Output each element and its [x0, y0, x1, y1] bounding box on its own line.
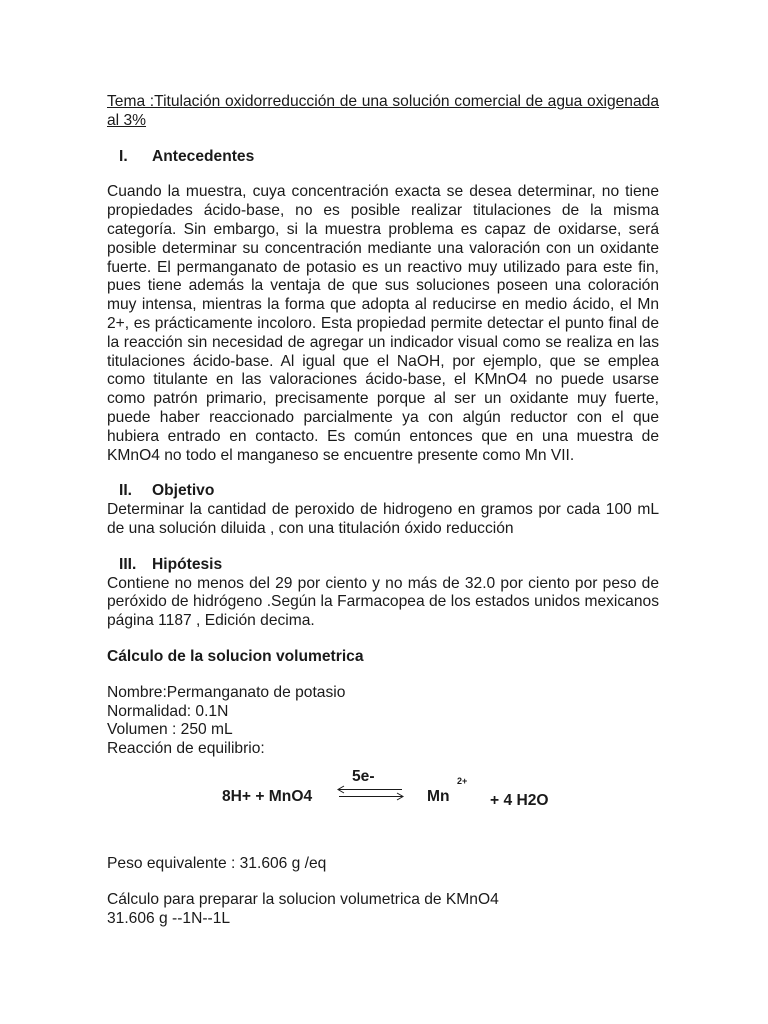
section-number: II.	[119, 482, 132, 500]
product-charge: 2+	[457, 775, 468, 786]
electrons-label: 5e-	[352, 767, 375, 785]
reactants: 8H+ + MnO4	[222, 787, 313, 805]
section-heading-objetivo	[107, 482, 659, 501]
peso-equivalente: Peso equivalente : 31.606 g /eq	[107, 854, 327, 872]
section-title: Hipótesis	[152, 555, 223, 573]
section-number: I.	[119, 147, 128, 165]
equilibrium-arrow-icon	[336, 785, 406, 801]
water-product: + 4 H2O	[490, 791, 549, 809]
objetivo-paragraph: Determinar la cantidad de peroxido de hidrogeno en gramos por cada 100 mL de una solución diluida , con una titulación óxido reducción	[107, 501, 659, 537]
calc-details	[107, 684, 659, 759]
section-title: Antecedentes	[152, 147, 255, 165]
hipotesis-paragraph: Contiene no menos del 29 por ciento y no más de 32.0 por ciento por peso de peróxido de hidrógeno .Según la Farmacopea de los estados unidos mexicanos página 1187 , Edición decima.	[107, 574, 659, 630]
preparar-block	[107, 891, 659, 929]
preparar-line: Cálculo para preparar la solucion volumetrica de KMnO4	[107, 890, 499, 908]
volumen-line: Volumen : 250 mL	[107, 721, 233, 739]
section-heading-antecedentes	[107, 148, 659, 167]
reaction-equation	[107, 768, 659, 828]
calc-heading: Cálculo de la solucion volumetrica	[107, 647, 364, 665]
antecedentes-paragraph: Cuando la muestra, cuya concentración exacta se desea determinar, no tiene propiedades ácido-base, no es posible realizar titulaciones de la misma categoría. Sin embargo, si la muestra problema es capaz de oxidarse, será posible determinar su concentración mediante una valoración con un oxidante fuerte. El permanganato de potasio es un reactivo muy utilizado para este fin, pues tiene además la ventaja de que sus soluciones poseen una coloración muy intensa, mientras la forma que adopta al reducirse en medio ácido, el Mn 2+, es prácticamente incoloro. Esta propiedad permite detectar el punto final de la reacción sin necesidad de agregar un indicador visual como se realiza en las titulaciones ácido-base. Al igual que el NaOH, por ejemplo, que se emplea como titulante en las valoraciones ácido-base, el KMnO4 no puede usarse como patrón primario, precisamente porque al ser un oxidante muy fuerte, puede haber reaccionado parcialmente ya con algún reductor con el que hubiera entrado en contacto. Es común entonces que en una muestra de KMnO4 no todo el manganeso se encuentre presente como Mn VII.	[107, 183, 659, 464]
document-page	[107, 93, 659, 928]
normalidad-line: Normalidad: 0.1N	[107, 702, 229, 720]
document-title: Tema :Titulación oxidorreducción de una solución comercial de agua oxigenada al 3%	[107, 93, 659, 129]
section-title: Objetivo	[152, 482, 215, 500]
reaccion-label: Reacción de equilibrio:	[107, 740, 265, 758]
nombre-line: Nombre:Permanganato de potasio	[107, 683, 346, 701]
section-number: III.	[119, 555, 137, 573]
section-heading-hipotesis	[107, 556, 659, 575]
product-mn: Mn	[427, 787, 450, 805]
relacion-line: 31.606 g --1N--1L	[107, 909, 231, 927]
